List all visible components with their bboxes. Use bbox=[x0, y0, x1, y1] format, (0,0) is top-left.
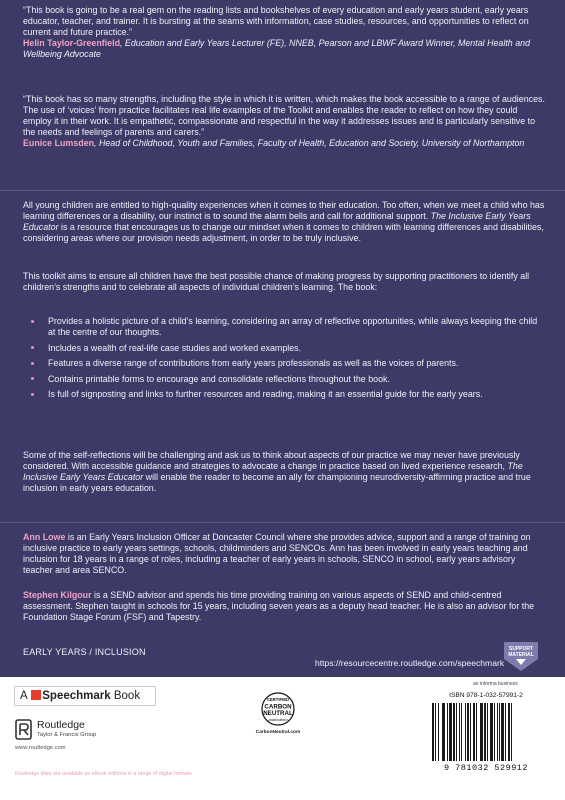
carbon-neutral-logo bbox=[258, 692, 298, 728]
barcode-bar bbox=[505, 703, 506, 761]
barcode-digits: 9 781032 529912 bbox=[443, 763, 528, 773]
barcode-bar bbox=[449, 703, 452, 761]
carbon-site: CarbonNeutral.com bbox=[255, 730, 301, 735]
author-1-text: is an Early Years Inclusion Officer at Doncaster Council where she provides advice, support and a range of training on inclusive practice to early years settings, schools, childminders and SENCOs. Ann has been involved in early years teaching and inclusion for 18 years in a range of roles, including a teacher of early years in schools, SENCO in school, early years advisory teacher and area SENCO. bbox=[23, 532, 531, 576]
author-2-text: is a SEND advisor and spends his time providing training on various aspects of SEND and child-centred assessment. Stephen taught in schools for 15 years, including seven years as a deputy head teacher. He is also an advisor for the Foundation Stage Forum (FSF) and Tapestry. bbox=[23, 590, 535, 623]
bullet-item: Features a diverse range of contributions from early years professionals as well as the voices of parents. bbox=[23, 358, 545, 369]
barcode-box bbox=[424, 692, 548, 790]
review-1-quote: “This book is going to be a real gem on the reading lists and bookshelves of every education and early years student, early years educator, teacher, and trainer. It is bursting at the seams with information, case studies, resources, and opportunities to reflect on current and future practice.” bbox=[23, 5, 529, 38]
barcode-bar bbox=[487, 703, 488, 761]
review-divider bbox=[0, 190, 565, 191]
bullet-item: Includes a wealth of real-life case studies and worked examples. bbox=[23, 343, 545, 354]
closing-text-end: will enable the reader to become an ally for championing neurodiversity-affirming practice and true inclusion in early years education. bbox=[23, 472, 531, 494]
barcode-bar bbox=[499, 703, 501, 761]
barcode-bar bbox=[465, 703, 466, 761]
support-material-icon bbox=[501, 639, 541, 673]
footer-panel bbox=[0, 677, 565, 800]
barcode-bar bbox=[467, 703, 469, 761]
author-divider bbox=[0, 522, 565, 523]
barcode-bar bbox=[511, 703, 512, 761]
carbon-sub: publication bbox=[268, 717, 288, 722]
bullet-item: Contains printable forms to encourage and consolidate reflections throughout the book. bbox=[23, 374, 545, 385]
carbon-main-2: NEUTRAL bbox=[263, 710, 293, 717]
speechmark-logo bbox=[14, 686, 156, 706]
closing-book-title: The Inclusive Early Years Educator bbox=[23, 461, 523, 483]
ebook-note: Routledge titles are available as eBook editions in a range of digital formats bbox=[15, 771, 192, 777]
author-1-bio bbox=[23, 532, 545, 576]
review-1 bbox=[23, 5, 545, 60]
speechmark-brand: Speechmark bbox=[42, 690, 111, 702]
bullet-item: Is full of signposting and links to further resources and reading, making it an essential guide for the early years. bbox=[23, 389, 545, 400]
badge-line-1: SUPPORT bbox=[508, 646, 534, 652]
barcode-bar bbox=[494, 703, 495, 761]
barcode-bar bbox=[459, 703, 460, 761]
author-1-name: Ann Lowe bbox=[23, 532, 66, 542]
review-2-quote: “This book has so many strengths, including the style in which it is written, which makes the book accessible to a range of audiences. The use of ‘voices’ from practice facilitates real life examples of the Toolkit and enables the reader to reflect on how they could employ it in their work. It is empathetic, compassionate and respectful in the way it addresses issues and is particularly sensitive to the needs and feelings of parents and carers.” bbox=[23, 94, 545, 138]
barcode-bar bbox=[442, 703, 443, 761]
barcode-bar bbox=[497, 703, 498, 761]
barcode-bar bbox=[476, 703, 477, 761]
barcode-bar bbox=[480, 703, 481, 761]
closing-paragraph bbox=[23, 450, 545, 494]
barcode-bar bbox=[456, 703, 457, 761]
badge-line-2: MATERIAL bbox=[508, 652, 534, 658]
barcode-bar bbox=[481, 703, 483, 761]
carbon-main: CARBON bbox=[264, 703, 292, 711]
barcode-bar bbox=[453, 703, 455, 761]
speechmark-suffix: Book bbox=[113, 690, 141, 702]
barcode-bar bbox=[435, 703, 436, 761]
support-material-badge bbox=[501, 639, 541, 673]
barcode-bar bbox=[461, 703, 463, 761]
resource-url[interactable]: https://resourcecentre.routledge.com/speechmark bbox=[315, 658, 505, 668]
author-2-bio bbox=[23, 590, 545, 623]
bullet-list bbox=[23, 316, 545, 405]
routledge-url[interactable]: www.routledge.com bbox=[15, 745, 66, 751]
barcode-bar bbox=[473, 703, 475, 761]
routledge-group: Taylor & Francis Group bbox=[37, 732, 97, 738]
bullet-item: Provides a holistic picture of a child’s learning, considering an array of reflective opportunities, while always keeping the child at the centre of our thoughts. bbox=[23, 316, 545, 338]
barcode-bar bbox=[484, 703, 486, 761]
intro-paragraph bbox=[23, 200, 545, 244]
informa-label: an informa business bbox=[473, 681, 518, 687]
barcode-bar bbox=[490, 703, 493, 761]
speechmark-icon bbox=[31, 690, 41, 700]
review-2-role: , Head of Childhood, Youth and Families, Faculty of Health, Education and Society, University of Northampton bbox=[94, 138, 525, 149]
barcode-bar bbox=[501, 703, 504, 761]
toolkit-paragraph: This toolkit aims to ensure all children have the best possible chance of making progress by supporting practitioners to identify all children’s strengths and to celebrate all aspects of individual children’s learning. The book: bbox=[23, 271, 530, 293]
barcode-bar bbox=[470, 703, 471, 761]
routledge-r-icon bbox=[15, 719, 33, 741]
routledge-name: Routledge bbox=[37, 719, 85, 731]
barcode-bar bbox=[447, 703, 448, 761]
review-1-role: , Education and Early Years Lecturer (FE), NNEB, Pearson and LBWF Award Winner, Mental Health and Wellbeing Advocate bbox=[23, 38, 531, 60]
barcode-bar bbox=[508, 703, 510, 761]
closing-text: Some of the self-reflections will be challenging and ask us to think about aspects of our practice we may never have previously considered. With accessible guidance and strategies to advocate a change in practice based on lived experience research, bbox=[23, 450, 520, 472]
intro-book-title: The Inclusive Early Years Educator bbox=[23, 211, 531, 233]
author-2-name: Stephen Kilgour bbox=[23, 590, 92, 600]
review-2 bbox=[23, 94, 545, 149]
speechmark-prefix: A bbox=[20, 690, 28, 702]
intro-text: All young children are entitled to high-quality experiences when it comes to their education. Too often, when we meet a child who has learning differences or a disability, our instinct is to sound the alarm bells and call for additional support. bbox=[23, 200, 545, 222]
review-1-name: Helin Taylor-Greenfield bbox=[23, 38, 120, 49]
category-label: EARLY YEARS / INCLUSION bbox=[23, 647, 146, 657]
barcode-bar bbox=[432, 703, 434, 761]
barcode-bar bbox=[443, 703, 445, 761]
intro-text-end: is a resource that encourages us to change our mindset when it comes to children with learning differences and disabilities, considering areas where our provision needs adjustment, in order to be truly inclusive. bbox=[23, 222, 544, 244]
isbn-label: ISBN 978-1-032-57991-2 bbox=[449, 692, 523, 699]
carbon-top: CERTIFIED bbox=[266, 697, 290, 702]
barcode bbox=[432, 703, 548, 761]
review-2-name: Eunice Lumsden bbox=[23, 138, 95, 149]
barcode-bar bbox=[438, 703, 439, 761]
